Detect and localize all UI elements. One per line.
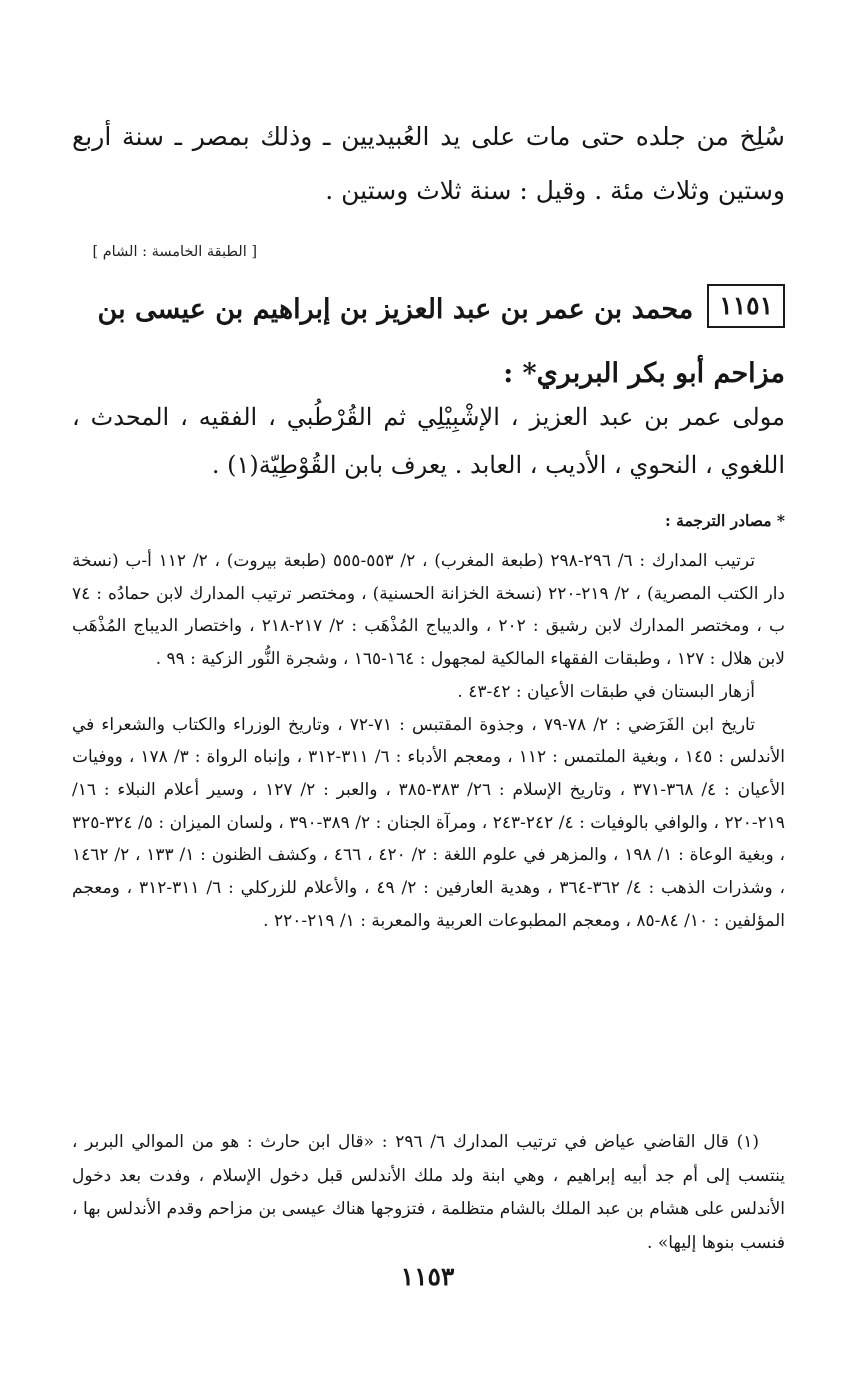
intro-paragraph: سُلِخ من جلده حتى مات على يد العُبيديين ـ وذلك بمصر ـ سنة أربع وستين وثلاث مئة . وقيل : سنة ثلاث وستين . (72, 122, 785, 205)
sources-label: * مصادر الترجمة : (665, 511, 785, 530)
running-head: [ الطبقة الخامسة : الشام ] (92, 244, 257, 260)
entry-number-box: ١١٥١ (707, 284, 785, 328)
source-paragraph: أزهار البستان في طبقات الأعيان : ٤٢-٤٣ . (457, 681, 755, 702)
source-paragraph: ترتيب المدارك : ٦/ ٢٩٦-٢٩٨ (طبعة المغرب) ، ٢/ ٥٥٣-٥٥٥ (طبعة بيروت) ، ٢/ ١١٢ أ-ب (نسخة دار الكتب المصرية) ، ٢/ ٢١٩-٢٢٠ (نسخة الخزانة الحسنية) ، ومختصر ترتيب المدارك لابن حمادُه : ٧٤ ب ، ومختصر المدارك لابن رشيق : ٢٠٢ ، والديباج المُذْهَب : ٢/ ٢١٧-٢١٨ ، واختصار الديباج المُذْهَب لابن هلال : ١٢٧ ، وطبقات الفقهاء المالكية لمجهول : ١٦٤-١٦٥ ، وشجرة النُّور الزكية : ٩٩ . (72, 551, 785, 670)
source-paragraph: تاريخ ابن الفَرَضي : ٢/ ٧٨-٧٩ ، وجذوة المقتبس : ٧١-٧٢ ، وتاريخ الوزراء والكتاب والشعراء في الأندلس : ١٤٥ ، وبغية الملتمس : ١١٢ ، ومعجم الأدباء : ٦/ ٣١١-٣١٢ ، وإنباه الرواة : ٣/ ١٧٨ ، ووفيات الأعيان : ٤/ ٣٦٨-٣٧١ ، وتاريخ الإسلام : ٢٦/ ٣٨٣-٣٨٥ ، والعبر : ٢/ ١٢٧ ، وسير أعلام النبلاء : ١٦/ ٢١٩-٢٢٠ ، والوافي بالوفيات : ٤/ ٢٤٢-٢٤٣ ، ومرآة الجنان : ٢/ ٣٨٩-٣٩٠ ، ولسان الميزان : ٥/ ٣٢٤-٣٢٥ ، وبغية الوعاة : ١/ ١٩٨ ، والمزهر في علوم اللغة : ٢/ ٤٢٠ ، ٤٦٦ ، وكشف الظنون : ١/ ١٣٣ ، ٢/ ١٤٦٢ ، وشذرات الذهب : ٤/ ٣٦٢-٣٦٤ ، وهدية العارفين : ٢/ ٤٩ ، والأعلام للزركلي : ٦/ ٣١١-٣١٢ ، ومعجم المؤلفين : ١٠/ ٨٤-٨٥ ، ومعجم المطبوعات العربية والمعربة : ١/ ٢١٩-٢٢٠ . (72, 714, 786, 931)
sources-list (72, 545, 785, 937)
page-number: ١١٥٣ (400, 1262, 455, 1291)
footnote: (١) قال القاضي عياض في ترتيب المدارك ٦/ ٢٩٦ : «قال ابن حارث : هو من الموالي البربر ، ينتسب إلى أم جد أبيه إبراهيم ، وهي ابنة ولد ملك الأندلس قبل دخول الإسلام ، وفدت بعد دخول الأندلس على هشام بن عبد الملك بالشام متظلمة ، فتزوجها هناك عيسى بن مزاحم وقدم الأندلس بها ، فنسب بنوها إليها» . (72, 1132, 785, 1253)
entry-title: محمد بن عمر بن عبد العزيز بن إبراهيم بن عيسى بن مزاحم أبو بكر البربري* : (97, 294, 785, 389)
entry-heading (72, 278, 785, 406)
biography-paragraph: مولى عمر بن عبد العزيز ، الإشْبِيْلِي ثم القُرْطُبي ، الفقيه ، المحدث ، اللغوي ، النحوي ، الأديب ، العابد . يعرف بابن القُوْطِيّة(١) . (72, 403, 785, 479)
